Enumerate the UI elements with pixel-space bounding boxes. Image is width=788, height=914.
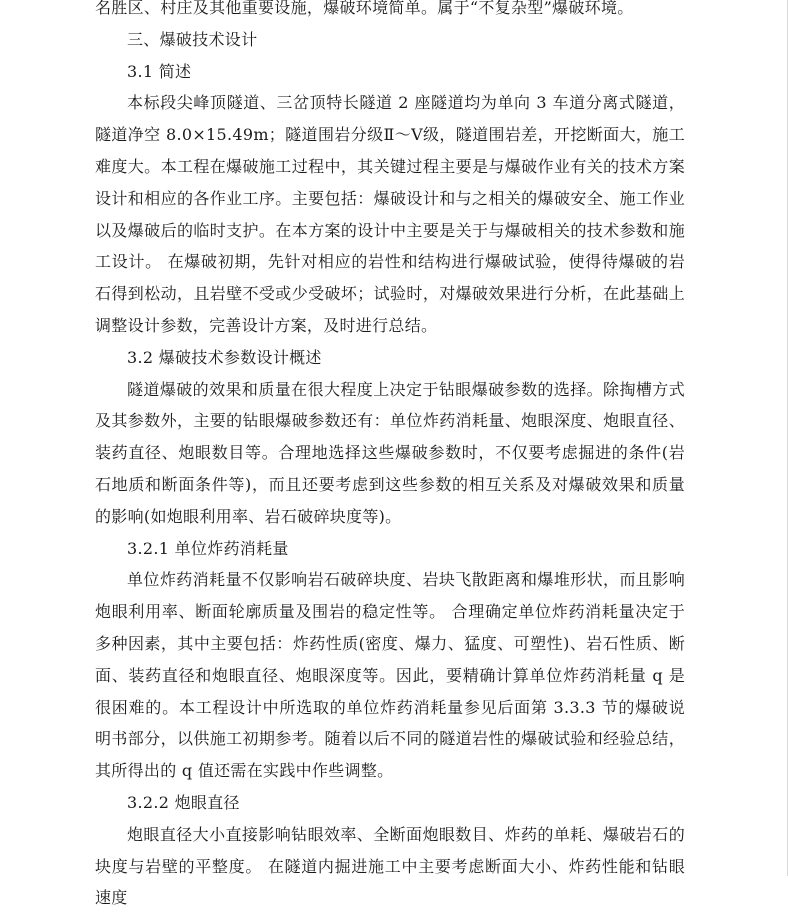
- subsection-heading-3-2-1: 3.2.1 单位炸药消耗量: [127, 538, 289, 558]
- paragraph-overview: 本标段尖峰顶隧道、三岔顶特长隧道 2 座隧道均为单向 3 车道分离式隧道，隧道净空 8.0×15.49m；隧道围岩分级Ⅱ～Ⅴ级，隧道围岩差，开挖断面大，施工难度大。本工程在爆破施工过程中，其关键过程主要是与爆破作业有关的技术方案设计和相应的各作业工序。主要包括：爆破设计和与之相关的爆破安全、施工作业以及爆破后的临时支护。在本方案的设计中主要是关于与爆破相关的技术参数和施工设计。 在爆破初期，先针对相应的岩性和结构进行爆破试验，使得待爆破的岩石得到松动，且岩壁不受或少受破坏；试验时，对爆破效果进行分析，在此基础上调整设计参数，完善设计方案，及时进行总结。: [95, 93, 685, 335]
- section-heading-3: 三、爆破技术设计: [127, 29, 258, 49]
- subsection-heading-3-2: 3.2 爆破技术参数设计概述: [127, 347, 322, 367]
- subsection-heading-3-1: 3.1 简述: [127, 61, 192, 81]
- paragraph-hole-diameter: 炮眼直径大小直接影响钻眼效率、全断面炮眼数目、炸药的单耗、爆破岩石的块度与岩壁的平整度。 在隧道内掘进施工中主要考虑断面大小、炸药性能和钻眼速度: [95, 824, 685, 908]
- document-body: [95, 0, 685, 914]
- paragraph-parameters: 隧道爆破的效果和质量在很大程度上决定于钻眼爆破参数的选择。除掏槽方式及其参数外，主要的钻眼爆破参数还有：单位炸药消耗量、炮眼深度、炮眼直径、装药直径、炮眼数目等。合理地选择这些爆破参数时，不仅要考虑掘进的条件(岩石地质和断面条件等)，而且还要考虑到这些参数的相互关系及对爆破效果和质量的影响(如炮眼利用率、岩石破碎块度等)。: [95, 379, 685, 526]
- paragraph-explosive-consumption: 单位炸药消耗量不仅影响岩石破碎块度、岩块飞散距离和爆堆形状，而且影响炮眼利用率、断面轮廓质量及围岩的稳定性等。 合理确定单位炸药消耗量决定于多种因素，其中主要包括：炸药性质(密度、爆力、猛度、可塑性)、岩石性质、断面、装药直径和炮眼直径、炮眼深度等。因此，要精确计算单位炸药消耗量 q 是很困难的。本工程设计中所选取的单位炸药消耗量参见后面第 3.3.3 节的爆破说明书部分，以供施工初期参考。随着以后不同的隧道岩性的爆破试验和经验总结，其所得出的 q 值还需在实践中作些调整。: [95, 570, 685, 781]
- paragraph-continuation: 名胜区、村庄及其他重要设施，爆破环境简单。属于“不复杂型”爆破环境。: [95, 0, 634, 17]
- subsection-heading-3-2-2: 3.2.2 炮眼直径: [127, 792, 240, 812]
